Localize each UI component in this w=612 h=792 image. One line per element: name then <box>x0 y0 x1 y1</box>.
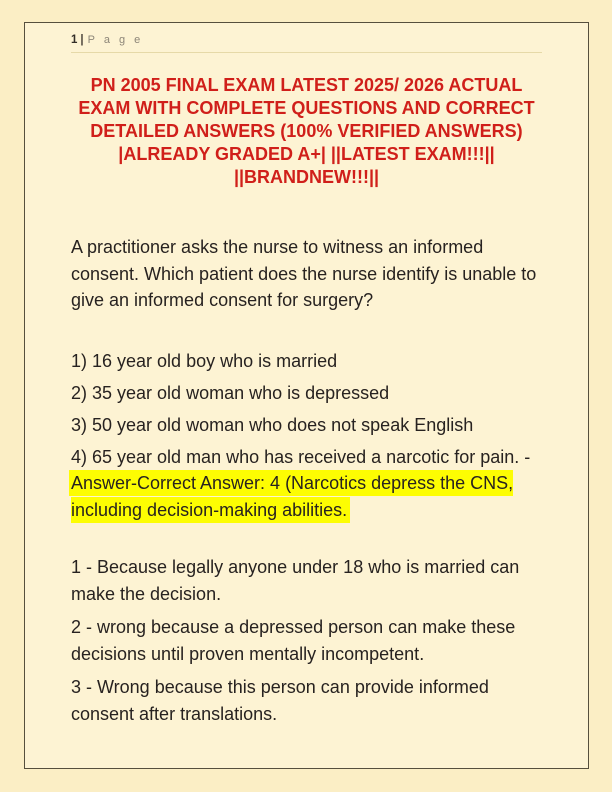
question-paragraph: A practitioner asks the nurse to witness an informed consent. Which patient does the nurse identify is unable to give an informed consent for surgery? <box>71 237 537 310</box>
rationale-item: 2 - wrong because a depressed person can make these decisions until proven mentally incompetent. <box>71 617 516 664</box>
option-item: 3) 50 year old woman who does not speak English <box>71 414 474 435</box>
option-answer-plain: 4) 65 year old man who has received a narcotic for pain. - <box>71 446 531 467</box>
option-item-answer <box>71 444 542 524</box>
option-item: 2) 35 year old woman who is depressed <box>71 382 390 403</box>
rationale-item: 1 - Because legally anyone under 18 who is married can make the decision. <box>71 557 520 604</box>
document-page <box>24 22 589 769</box>
exam-title <box>71 74 542 189</box>
page-content <box>71 33 542 734</box>
rationale-item: 3 - Wrong because this person can provide informed consent after translations. <box>71 677 489 724</box>
title-line: DETAILED ANSWERS (100% VERIFIED ANSWERS) <box>90 121 523 141</box>
option-item: 1) 16 year old boy who is married <box>71 350 338 371</box>
rationale-list <box>71 554 542 727</box>
page-label: P a g e <box>87 34 144 46</box>
title-line: |ALREADY GRADED A+| ||LATEST EXAM!!!|| <box>118 144 495 164</box>
page-header <box>71 33 542 53</box>
title-line: PN 2005 FINAL EXAM LATEST 2025/ 2026 ACTUAL <box>90 75 523 95</box>
header-divider: | <box>80 34 84 46</box>
answer-options <box>71 348 542 524</box>
answer-highlight: Answer-Correct Answer: 4 (Narcotics depress the CNS, including decision-making abilities. <box>69 470 513 523</box>
title-line: EXAM WITH COMPLETE QUESTIONS AND CORRECT <box>78 98 535 118</box>
page-number: 1 <box>71 34 78 46</box>
title-line: ||BRANDNEW!!!|| <box>233 167 380 187</box>
